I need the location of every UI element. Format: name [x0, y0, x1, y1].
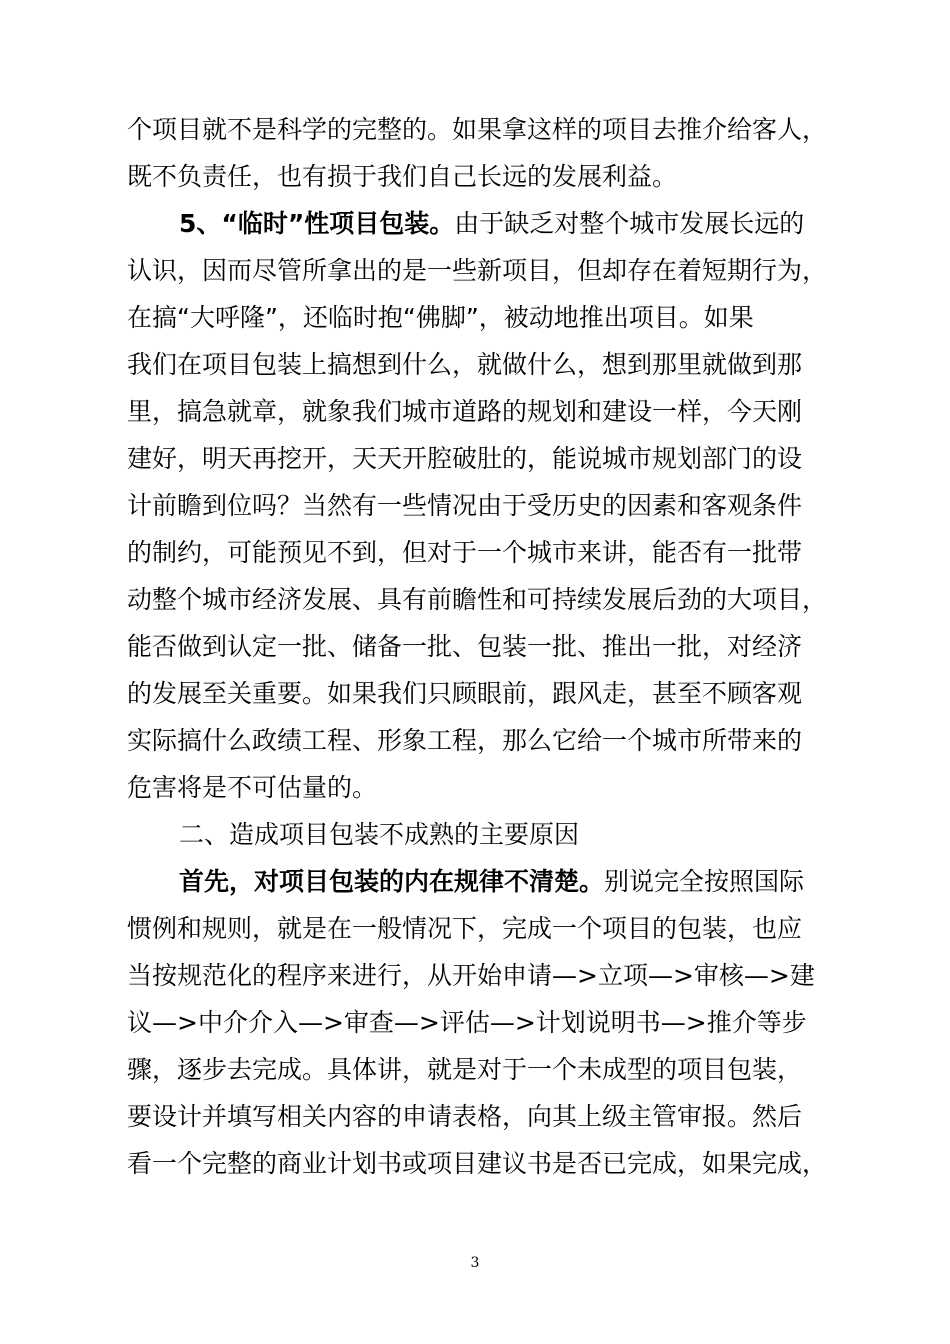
- text-line: 实际搞什么政绩工程、形象工程，那么它给一个城市所带来的: [127, 726, 803, 755]
- text-line: 在搞“大呼隆”，还临时抱“佛脚”，被动地推出项目。如果: [127, 303, 754, 332]
- text-line: 要设计并填写相关内容的申请表格，向其上级主管审报。然后: [127, 1102, 803, 1131]
- item-heading: 5、“临时”性项目包装。: [179, 209, 455, 238]
- text-line: 能否做到认定一批、储备一批、包装一批、推出一批，对经济: [127, 632, 803, 661]
- text-line: 动整个城市经济发展、具有前瞻性和可持续发展后劲的大项目，: [127, 585, 828, 614]
- section-heading: 二、造成项目包装不成熟的主要原因: [179, 820, 580, 849]
- text-line: 当按规范化的程序来进行，从开始申请—>立项—>审核—>建: [127, 961, 815, 990]
- text-line: 的发展至关重要。如果我们只顾眼前，跟风走，甚至不顾客观: [127, 679, 803, 708]
- text-line: 危害将是不可估量的。: [127, 773, 378, 802]
- text-line: 个项目就不是科学的完整的。如果拿这样的项目去推介给客人，: [127, 115, 828, 144]
- text-line: 计前瞻到位吗？当然有一些情况由于受历史的因素和客观条件: [127, 491, 803, 520]
- item-heading: 首先，对项目包装的内在规律不清楚。: [179, 867, 605, 896]
- text-line: 看一个完整的商业计划书或项目建议书是否已完成，如果完成，: [127, 1149, 828, 1178]
- text-run: 由于缺乏对整个城市发展长远的: [454, 209, 805, 238]
- page-number: 3: [470, 1255, 480, 1271]
- text-line: 建好，明天再挖开，天天开腔破肚的，能说城市规划部门的设: [127, 444, 803, 473]
- text-line: 既不负责任，也有损于我们自己长远的发展利益。: [127, 162, 678, 191]
- text-line: 骤，逐步去完成。具体讲，就是对于一个未成型的项目包装，: [127, 1055, 803, 1084]
- text-line: 议—>中介介入—>审查—>评估—>计划说明书—>推介等步: [127, 1008, 807, 1037]
- text-line: 认识，因而尽管所拿出的是一些新项目，但却存在着短期行为，: [127, 256, 828, 285]
- body-text: [127, 106, 827, 1187]
- paragraph-first-line: [127, 858, 827, 905]
- text-line: 的制约，可能预见不到，但对于一个城市来讲，能否有一批带: [127, 538, 803, 567]
- text-line: 我们在项目包装上搞想到什么，就做什么，想到那里就做到那: [127, 350, 803, 379]
- text-run: 别说完全按照国际: [604, 867, 805, 896]
- text-line: 惯例和规则，就是在一般情况下，完成一个项目的包装，也应: [127, 914, 803, 943]
- paragraph-first-line: [127, 200, 827, 247]
- text-line: 里，搞急就章，就象我们城市道路的规划和建设一样，今天刚: [127, 397, 803, 426]
